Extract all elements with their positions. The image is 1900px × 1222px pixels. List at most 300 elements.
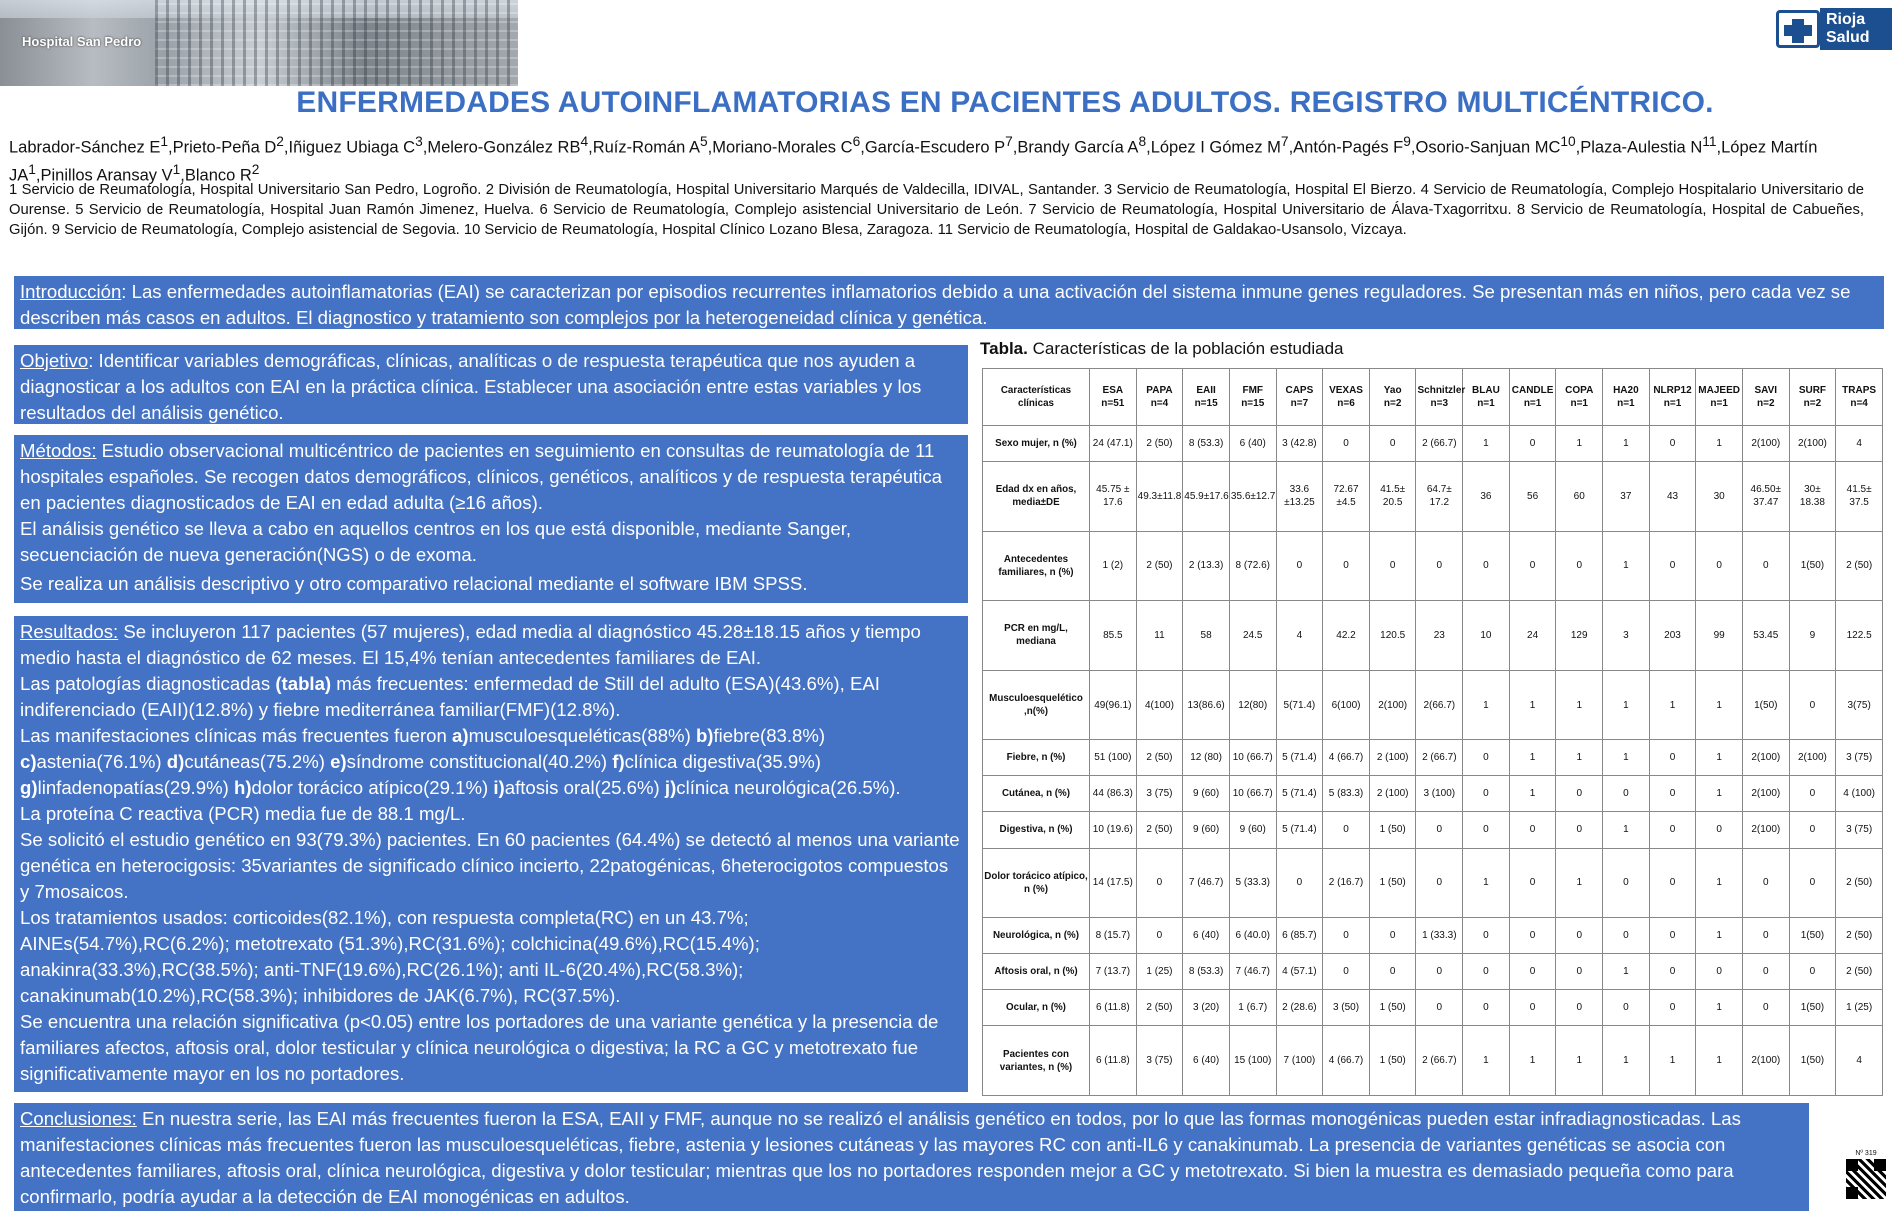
methods-section: [14, 435, 968, 603]
qr-code[interactable]: [1844, 1150, 1888, 1210]
manifestation-key: e): [330, 751, 347, 772]
table-cell: 4: [1836, 1026, 1883, 1096]
table-cell: 0: [1556, 531, 1603, 601]
table-row-label: Sexo mujer, n (%): [983, 426, 1090, 462]
table-cell: 2 (66.7): [1416, 740, 1463, 776]
table-cell: 1 (6.7): [1229, 990, 1276, 1026]
table-cell: 3 (42.8): [1276, 426, 1323, 462]
table-cell: 6 (40): [1229, 426, 1276, 462]
table-cell: 0: [1556, 954, 1603, 990]
table-cell: 1(50): [1789, 918, 1836, 954]
table-cell: 11: [1136, 601, 1183, 671]
results-manifestations-intro: Las manifestaciones clínicas más frecuentes fueron: [20, 725, 447, 746]
author-affiliation-number: 3: [415, 134, 423, 149]
table-cell: 10: [1463, 601, 1510, 671]
table-row-label: Musculoesquelético ,n(%): [983, 670, 1090, 740]
logo-text-line2: Salud: [1826, 29, 1870, 46]
table-cell: 5 (71.4): [1276, 812, 1323, 848]
table-cell: 6 (40): [1183, 1026, 1230, 1096]
table-cell: 2 (66.7): [1416, 426, 1463, 462]
table-cell: 0: [1696, 531, 1743, 601]
table-cell: 3 (75): [1836, 812, 1883, 848]
table-row-label: Ocular, n (%): [983, 990, 1090, 1026]
table-cell: 2(100): [1742, 1026, 1789, 1096]
table-header-text: n=4: [1850, 398, 1868, 409]
table-cell: 9 (60): [1229, 812, 1276, 848]
methods-paragraph-1: Estudio observacional multicéntrico de pacientes en seguimiento en consultas de reumatología de 11 hospitales españoles. Se recogen datos demográficos, clínicos, genéticos, analíticos y de respuesta terapéutica en pacientes diagnosticados de EAI en edad adulta (≥16 años).: [20, 440, 942, 513]
table-cell: 0: [1369, 954, 1416, 990]
table-header-text: Yao: [1383, 385, 1402, 396]
table-cell: 2 (50): [1136, 812, 1183, 848]
table-cell: 1 (33.3): [1416, 918, 1463, 954]
table-header-text: MAJEED: [1698, 385, 1740, 396]
table-cell: 0: [1742, 954, 1789, 990]
table-cell: 203: [1649, 601, 1696, 671]
manifestation-key: f): [612, 751, 625, 772]
table-cell: 0: [1649, 918, 1696, 954]
table-header-text: Características: [1000, 385, 1072, 396]
table-cell: 0: [1556, 990, 1603, 1026]
table-cell: 0: [1509, 531, 1556, 601]
table-cell: 0: [1509, 918, 1556, 954]
objective-heading: Objetivo: [20, 350, 89, 371]
table-cell: 0: [1323, 812, 1370, 848]
table-cell: 5(71.4): [1276, 670, 1323, 740]
table-cell: 3 (75): [1136, 776, 1183, 812]
author-name: Labrador-Sánchez E: [9, 138, 161, 157]
table-cell: 1: [1603, 670, 1650, 740]
table-header-cell: [1323, 369, 1370, 426]
author-name: Brandy García A: [1017, 138, 1139, 157]
table-cell: 42.2: [1323, 601, 1370, 671]
table-header-text: clínicas: [1018, 398, 1054, 409]
table-cell: 1: [1696, 776, 1743, 812]
table-row-label: Dolor torácico atípico, n (%): [983, 848, 1090, 918]
table-cell: 7 (13.7): [1090, 954, 1137, 990]
table-row: [983, 670, 1883, 740]
table-cell: 10 (19.6): [1090, 812, 1137, 848]
table-row-label: Neurológica, n (%): [983, 918, 1090, 954]
table-cell: 2 (50): [1136, 740, 1183, 776]
table-cell: 30: [1696, 462, 1743, 532]
table-cell: 0: [1323, 918, 1370, 954]
table-header-text: n=6: [1337, 398, 1355, 409]
results-paragraph-7: Se encuentra una relación significativa (p<0.05) entre los portadores de una variante genética y la presencia de familiares afectos, aftosis oral, dolor testicular y clínica neurológica o digestiva; la RC a GC y metotrexato fue significativamente mayor en los no portadores.: [20, 1011, 939, 1084]
table-cell: 35.6±12.7: [1229, 462, 1276, 532]
table-header-cell: [1696, 369, 1743, 426]
introduction-text: : Las enfermedades autoinflamatorias (EAI) se caracterizan por episodios recurrentes inflamatorios debido a una activación del sistema inmune genes reguladores. Se presentan más en niños, pero cada vez se describen más casos en adultos. El diagnostico y tratamiento son complejos por la heterogeneidad clínica y genética.: [20, 281, 1851, 328]
table-cell: 41.5± 20.5: [1369, 462, 1416, 532]
author-affiliation-number: 1: [28, 161, 36, 177]
table-cell: 44 (86.3): [1090, 776, 1137, 812]
results-table-ref: (tabla): [275, 673, 332, 694]
table-cell: 0: [1276, 531, 1323, 601]
table-row: [983, 462, 1883, 532]
hospital-photo: [0, 0, 518, 86]
table-cell: 0: [1649, 531, 1696, 601]
table-cell: 1: [1463, 848, 1510, 918]
table-cell: 5 (71.4): [1276, 776, 1323, 812]
table-cell: 5 (83.3): [1323, 776, 1370, 812]
table-header-cell: [1509, 369, 1556, 426]
table-cell: 1: [1696, 426, 1743, 462]
table-header-text: n=15: [1241, 398, 1265, 409]
table-cell: 2 (28.6): [1276, 990, 1323, 1026]
methods-paragraph-2: El análisis genético se lleva a cabo en aquellos centros en los que está disponible, mediante Sanger, secuenciación de nueva generación(NGS) o de exoma.: [20, 518, 852, 565]
table-cell: 1 (2): [1090, 531, 1137, 601]
table-header-cell: [1229, 369, 1276, 426]
table-cell: 0: [1509, 954, 1556, 990]
table-cell: 33.6 ±13.25: [1276, 462, 1323, 532]
table-cell: 1: [1649, 670, 1696, 740]
table-cell: 1: [1603, 1026, 1650, 1096]
author-name: Prieto-Peña D: [172, 138, 277, 157]
table-cell: 24: [1509, 601, 1556, 671]
author-name: Blanco R: [184, 166, 252, 184]
table-header-text: n=1: [1477, 398, 1495, 409]
table-cell: 12(80): [1229, 670, 1276, 740]
table-cell: 0: [1323, 426, 1370, 462]
table-row: [983, 954, 1883, 990]
table-cell: 41.5± 37.5: [1836, 462, 1883, 532]
table-header-text: NLRP12: [1653, 385, 1692, 396]
author-name: Pinillos Aransay V: [40, 166, 173, 184]
table-cell: 3: [1603, 601, 1650, 671]
table-cell: 1: [1509, 776, 1556, 812]
table-cell: 0: [1556, 918, 1603, 954]
table-cell: 1: [1556, 848, 1603, 918]
table-cell: 30± 18.38: [1789, 462, 1836, 532]
table-cell: 7 (100): [1276, 1026, 1323, 1096]
table-cell: 2(100): [1742, 776, 1789, 812]
table-cell: 2 (50): [1136, 990, 1183, 1026]
table-header-text: n=2: [1757, 398, 1775, 409]
qr-code-icon: [1846, 1159, 1886, 1199]
table-header-cell: [1276, 369, 1323, 426]
manifestation-key: c): [20, 751, 37, 772]
table-cell: 0: [1789, 954, 1836, 990]
table-cell: 0: [1556, 812, 1603, 848]
table-cell: 0: [1369, 426, 1416, 462]
table-cell: 0: [1603, 848, 1650, 918]
table-cell: 2(100): [1789, 740, 1836, 776]
table-cell: 99: [1696, 601, 1743, 671]
table-cell: 1(50): [1789, 531, 1836, 601]
manifestation-text: cutáneas(75.2%): [184, 751, 331, 772]
table-row-label: Cutánea, n (%): [983, 776, 1090, 812]
table-cell: 4 (66.7): [1323, 740, 1370, 776]
table-cell: 23: [1416, 601, 1463, 671]
table-header-cell: [1416, 369, 1466, 426]
qr-number: Nº 319: [1855, 1150, 1877, 1157]
table-cell: 0: [1649, 848, 1696, 918]
table-header-text: n=1: [1523, 398, 1542, 409]
population-table: [982, 368, 1883, 1096]
table-cell: 129: [1556, 601, 1603, 671]
table-cell: 8 (15.7): [1090, 918, 1137, 954]
author-name: Melero-González RB: [427, 138, 581, 157]
table-cell: 4 (57.1): [1276, 954, 1323, 990]
table-cell: 1: [1463, 670, 1510, 740]
table-cell: 7 (46.7): [1183, 848, 1230, 918]
table-cell: 0: [1742, 531, 1789, 601]
table-header-text: n=15: [1194, 398, 1218, 409]
table-cell: 1 (50): [1369, 990, 1416, 1026]
table-cell: 2(66.7): [1416, 670, 1463, 740]
table-cell: 1 (25): [1136, 954, 1183, 990]
table-cell: 6 (40): [1183, 918, 1230, 954]
table-header-text: CANDLE: [1511, 385, 1554, 396]
table-cell: 0: [1416, 812, 1463, 848]
table-header-text: n=51: [1101, 398, 1125, 409]
table-cell: 0: [1649, 740, 1696, 776]
table-cell: 1: [1603, 740, 1650, 776]
author-affiliation-number: 8: [1138, 134, 1147, 149]
table-row: [983, 601, 1883, 671]
table-cell: 49.3±11.8: [1136, 462, 1183, 532]
table-cell: 1: [1649, 1026, 1696, 1096]
manifestation-text: clínica neurológica(26.5%).: [676, 777, 901, 798]
table-header-text: n=3: [1430, 398, 1449, 409]
table-cell: 0: [1649, 812, 1696, 848]
table-cell: 2(100): [1369, 670, 1416, 740]
table-cell: 0: [1463, 531, 1510, 601]
author-name: Ruíz-Román A: [592, 138, 701, 157]
table-cell: 0: [1509, 990, 1556, 1026]
table-header-text: VEXAS: [1329, 385, 1363, 396]
table-caption-label: Tabla.: [980, 339, 1028, 358]
table-cell: 2 (16.7): [1323, 848, 1370, 918]
table-cell: 1: [1556, 740, 1603, 776]
conclusions-text: En nuestra serie, las EAI más frecuentes fueron la ESA, EAII y FMF, aunque no se realizó el análisis genético en todos, por lo que las formas monogénicas pueden estar infradiagnosticadas. Las manifestaciones clínicas más frecuentes fueron las musculoesqueléticas, fiebre, astenia y lesiones cutáneas y las mayores RC con anti-IL6 y canakinumab. La presencia de variantes genéticas se asocia con antecedentes familiares, aftosis oral, clínica neurológica, digestiva y dolor testicular; mientras que los no portadores responden mejor a GC y metotrexato. Si bien la muestra es demasiado pequeña como para confirmarlo, podría ayudar a la detección de EAI monogénicas en adultos.: [20, 1108, 1741, 1207]
table-header-cell: [1789, 369, 1836, 426]
table-cell: 2 (50): [1836, 918, 1883, 954]
table-cell: 0: [1323, 531, 1370, 601]
table-cell: 10 (66.7): [1229, 776, 1276, 812]
manifestation-key: j): [664, 777, 677, 798]
table-cell: 0: [1696, 954, 1743, 990]
table-header-text: n=1: [1617, 398, 1635, 409]
table-cell: 1: [1603, 812, 1650, 848]
table-cell: 1: [1556, 1026, 1603, 1096]
table-cell: 2 (13.3): [1183, 531, 1230, 601]
logo-text-line1: Rioja: [1826, 11, 1866, 28]
author-name: Plaza-Aulestia N: [1580, 138, 1703, 157]
table-cell: 0: [1509, 812, 1556, 848]
table-row-label: Antecedentes familiares, n (%): [983, 531, 1090, 601]
author-name: López Martín JA: [9, 138, 1818, 184]
table-row: [983, 531, 1883, 601]
table-header-cell: [1836, 369, 1883, 426]
table-header-text: n=7: [1290, 398, 1309, 409]
table-cell: 15 (100): [1229, 1026, 1276, 1096]
table-cell: 0: [1742, 918, 1789, 954]
author-affiliation-number: 4: [580, 134, 589, 149]
table-cell: 1 (50): [1369, 848, 1416, 918]
table-cell: 12 (80): [1183, 740, 1230, 776]
table-header-cell: [983, 369, 1090, 426]
table-cell: 2(100): [1742, 740, 1789, 776]
results-paragraph-6: Los tratamientos usados: corticoides(82.1%), con respuesta completa(RC) en un 43.7%; AINEs(54.7%),RC(6.2%); metotrexato (51.3%),RC(31.6%); colchicina(49.6%),RC(15.4%); anakinra(33.3%),RC(38.5%); anti-TNF(19.6%),RC(26.1%); anti IL-6(20.4%),RC(58.3%); canakinumab(10.2%),RC(58.3%); inhibidores de JAK(6.7%), RC(37.5%).: [20, 907, 760, 1006]
affiliations: 1 Servicio de Reumatología, Hospital Universitario San Pedro, Logroño. 2 División de Reumatología, Hospital Universitario Marqués de Valdecilla, IDIVAL, Santander. 3 Servicio de Reumatología, Hospital El Bierzo. 4 Servicio de Reumatología, Complejo Hospitalario Universitario de Ourense. 5 Servicio de Reumatología, Hospital Juan Ramón Jimenez, Huelva. 6 Servicio de Reumatología, Complejo asistencial Universitario de León. 7 Servicio de Reumatología, Hospital Universitario de Álava-Txagorritxu. 8 Servicio de Reumatología, Hospital de Cabueñes, Gijón. 9 Servicio de Reumatología, Complejo asistencial de Segovia. 10 Servicio de Reumatología, Hospital Clínico Lozano Blesa, Zaragoza. 11 Servicio de Reumatología, Hospital de Galdakao-Usansolo, Vizcaya.: [9, 182, 1864, 238]
table-cell: 6 (85.7): [1276, 918, 1323, 954]
table-cell: 1: [1696, 670, 1743, 740]
table-cell: 56: [1509, 462, 1556, 532]
table-cell: 3 (20): [1183, 990, 1230, 1026]
table-header-text: n=1: [1570, 398, 1588, 409]
methods-paragraph-3: Se realiza un análisis descriptivo y otro comparativo relacional mediante el software IBM SPSS.: [20, 573, 808, 594]
table-cell: 5 (71.4): [1276, 740, 1323, 776]
table-cell: 2 (50): [1836, 848, 1883, 918]
table-cell: 5 (33.3): [1229, 848, 1276, 918]
results-section: [14, 616, 968, 1092]
table-cell: 3 (75): [1136, 1026, 1183, 1096]
manifestation-key: h): [233, 777, 252, 798]
author-name: Iñiguez Ubiaga C: [288, 138, 416, 157]
table-cell: 0: [1742, 848, 1789, 918]
table-header-cell: [1603, 369, 1650, 426]
table-header-cell: [1136, 369, 1183, 426]
table-cell: 0: [1276, 848, 1323, 918]
table-header-text: EAII: [1196, 385, 1216, 396]
table-cell: 4 (100): [1836, 776, 1883, 812]
objective-section: [14, 345, 968, 424]
author-name: Antón-Pagés F: [1293, 138, 1404, 157]
table-cell: 1: [1603, 426, 1650, 462]
table-cell: 2 (100): [1369, 740, 1416, 776]
table-cell: 24.5: [1229, 601, 1276, 671]
table-cell: 0: [1463, 990, 1510, 1026]
table-cell: 0: [1463, 918, 1510, 954]
table-header-row: [983, 369, 1883, 426]
table-cell: 1: [1696, 990, 1743, 1026]
table-cell: 0: [1789, 848, 1836, 918]
logo-text: [1820, 8, 1892, 50]
table-row: [983, 776, 1883, 812]
manifestation-key: a): [452, 725, 469, 746]
table-row: [983, 848, 1883, 918]
author-list: Labrador-Sánchez $E^1,Prieto$-Peña $D^2,Iñiguez$ Ubiaga $C^3,Melero$-González $RB^4,Ruíz$-Román $A^5,Moriano$-Morales $C^6,García$-Escudero $P^7,Brandy$ García $A^8,López$ I Gómez $M^7,Antón$-Pagés $F^9,Osorio$-Sanjuan MC$^{10}$,Plaza-Aulestia $N^{11},López$ Martín $JA^1,Pinillos$ Aransay $V^1,Blanco$ $R^2$: [9, 134, 1818, 184]
table-row-label: Aftosis oral, n (%): [983, 954, 1090, 990]
table-cell: 6 (11.8): [1090, 990, 1137, 1026]
table-cell: 1(50): [1742, 670, 1789, 740]
table-cell: 0: [1463, 776, 1510, 812]
table-row: [983, 812, 1883, 848]
table-cell: 1: [1603, 531, 1650, 601]
author-name: García-Escudero P: [864, 138, 1006, 157]
table-header-cell: [1556, 369, 1603, 426]
table-row-label: Digestiva, n (%): [983, 812, 1090, 848]
table-cell: 120.5: [1369, 601, 1416, 671]
manifestation-text: musculoesqueléticas(88%): [468, 725, 696, 746]
table-cell: 8 (53.3): [1183, 954, 1230, 990]
author-affiliation-number: 1: [172, 161, 181, 177]
table-cell: 64.7± 17.2: [1416, 462, 1463, 532]
table-cell: 1: [1463, 1026, 1510, 1096]
table-cell: 1: [1603, 954, 1650, 990]
table-cell: 2 (50): [1836, 531, 1883, 601]
table-cell: 0: [1369, 918, 1416, 954]
results-paragraph-4: La proteína C reactiva (PCR) media fue de 88.1 mg/L.: [20, 803, 466, 824]
table-header-cell: [1090, 369, 1137, 426]
table-cell: 9: [1789, 601, 1836, 671]
table-cell: 1: [1509, 670, 1556, 740]
table-cell: 1: [1696, 740, 1743, 776]
table-cell: 3 (50): [1323, 990, 1370, 1026]
manifestation-key: i): [493, 777, 505, 798]
methods-heading: Métodos:: [20, 440, 97, 461]
manifestation-key: b): [695, 725, 714, 746]
table-cell: 0: [1603, 776, 1650, 812]
table-header-cell: [1369, 369, 1416, 426]
table-cell: 14 (17.5): [1090, 848, 1137, 918]
results-manifestations: [20, 723, 962, 801]
table-cell: 4: [1276, 601, 1323, 671]
table-cell: 1 (50): [1369, 812, 1416, 848]
table-cell: 45.75 ± 17.6: [1090, 462, 1137, 532]
table-header-cell: [1183, 369, 1230, 426]
table-header-text: n=1: [1663, 398, 1682, 409]
author-affiliation-number: 1: [160, 134, 169, 149]
table-cell: 1: [1696, 848, 1743, 918]
manifestation-key: g): [20, 777, 38, 798]
table-cell: 0: [1416, 990, 1463, 1026]
manifestation-text: astenia(76.1%): [36, 751, 167, 772]
cross-icon: [1776, 10, 1820, 48]
author-name: Osorio-Sanjuan MC: [1415, 138, 1561, 157]
results-paragraph-1: Se incluyeron 117 pacientes (57 mujeres), edad media al diagnóstico 45.28±18.15 años y tiempo medio hasta el diagnóstico de 62 meses. El 15,4% tenían antecedentes familiares de EAI.: [20, 621, 921, 668]
table-cell: 4 (66.7): [1323, 1026, 1370, 1096]
results-paragraph-5: Se solicitó el estudio genético en 93(79.3%) pacientes. En 60 pacientes (64.4%) se detectó al menos una variante genética en heterocigosis: 35variantes de significado clínico incierto, 22patogénicas, 6heterocigotos compuestos y 7mosaicos.: [20, 829, 960, 902]
table-cell: 1(50): [1789, 990, 1836, 1026]
table-cell: 36: [1463, 462, 1510, 532]
table-cell: 2 (50): [1136, 531, 1183, 601]
table-row-label: PCR en mg/L, mediana: [983, 601, 1090, 671]
table-cell: 60: [1556, 462, 1603, 532]
table-cell: 1 (25): [1836, 990, 1883, 1026]
table-row: [983, 918, 1883, 954]
table-cell: 2 (50): [1136, 426, 1183, 462]
results-paragraph-2c: más frecuentes: enfermedad de Still del adulto (ESA)(43.6%), EAI indiferenciado (EAII)(12.8%) y fiebre mediterránea familiar(FMF)(12.8%).: [20, 673, 880, 720]
table-cell: 43: [1649, 462, 1696, 532]
table-cell: 0: [1136, 918, 1183, 954]
table-header-text: HA20: [1613, 385, 1639, 396]
table-row: [983, 1026, 1883, 1096]
table-cell: 4: [1836, 426, 1883, 462]
author-affiliation-number: 6: [852, 134, 861, 149]
poster-title: ENFERMEDADES AUTOINFLAMATORIAS EN PACIENTES ADULTOS. REGISTRO MULTICÉNTRICO.: [296, 86, 1714, 119]
manifestation-text: fiebre(83.8%): [713, 725, 826, 746]
table-cell: 0: [1649, 776, 1696, 812]
author-affiliation-number: 9: [1403, 134, 1411, 149]
results-paragraph-2a: Las patologías diagnosticadas: [20, 673, 276, 694]
table-cell: 9 (60): [1183, 812, 1230, 848]
table-header-cell: [1742, 369, 1789, 426]
table-cell: 1: [1509, 1026, 1556, 1096]
table-cell: 53.45: [1742, 601, 1789, 671]
table-cell: 3 (100): [1416, 776, 1463, 812]
conclusions-section: [14, 1103, 1809, 1211]
table-cell: 37: [1603, 462, 1650, 532]
table-cell: 2 (100): [1369, 776, 1416, 812]
table-row-label: Pacientes con variantes, n (%): [983, 1026, 1090, 1096]
table-header-cell: [1463, 369, 1510, 426]
table-cell: 6 (11.8): [1090, 1026, 1137, 1096]
table-cell: 10 (66.7): [1229, 740, 1276, 776]
author-affiliation-number: 7: [1280, 134, 1289, 149]
table-header-text: Schnitzler: [1417, 385, 1466, 396]
table-cell: 58: [1183, 601, 1230, 671]
